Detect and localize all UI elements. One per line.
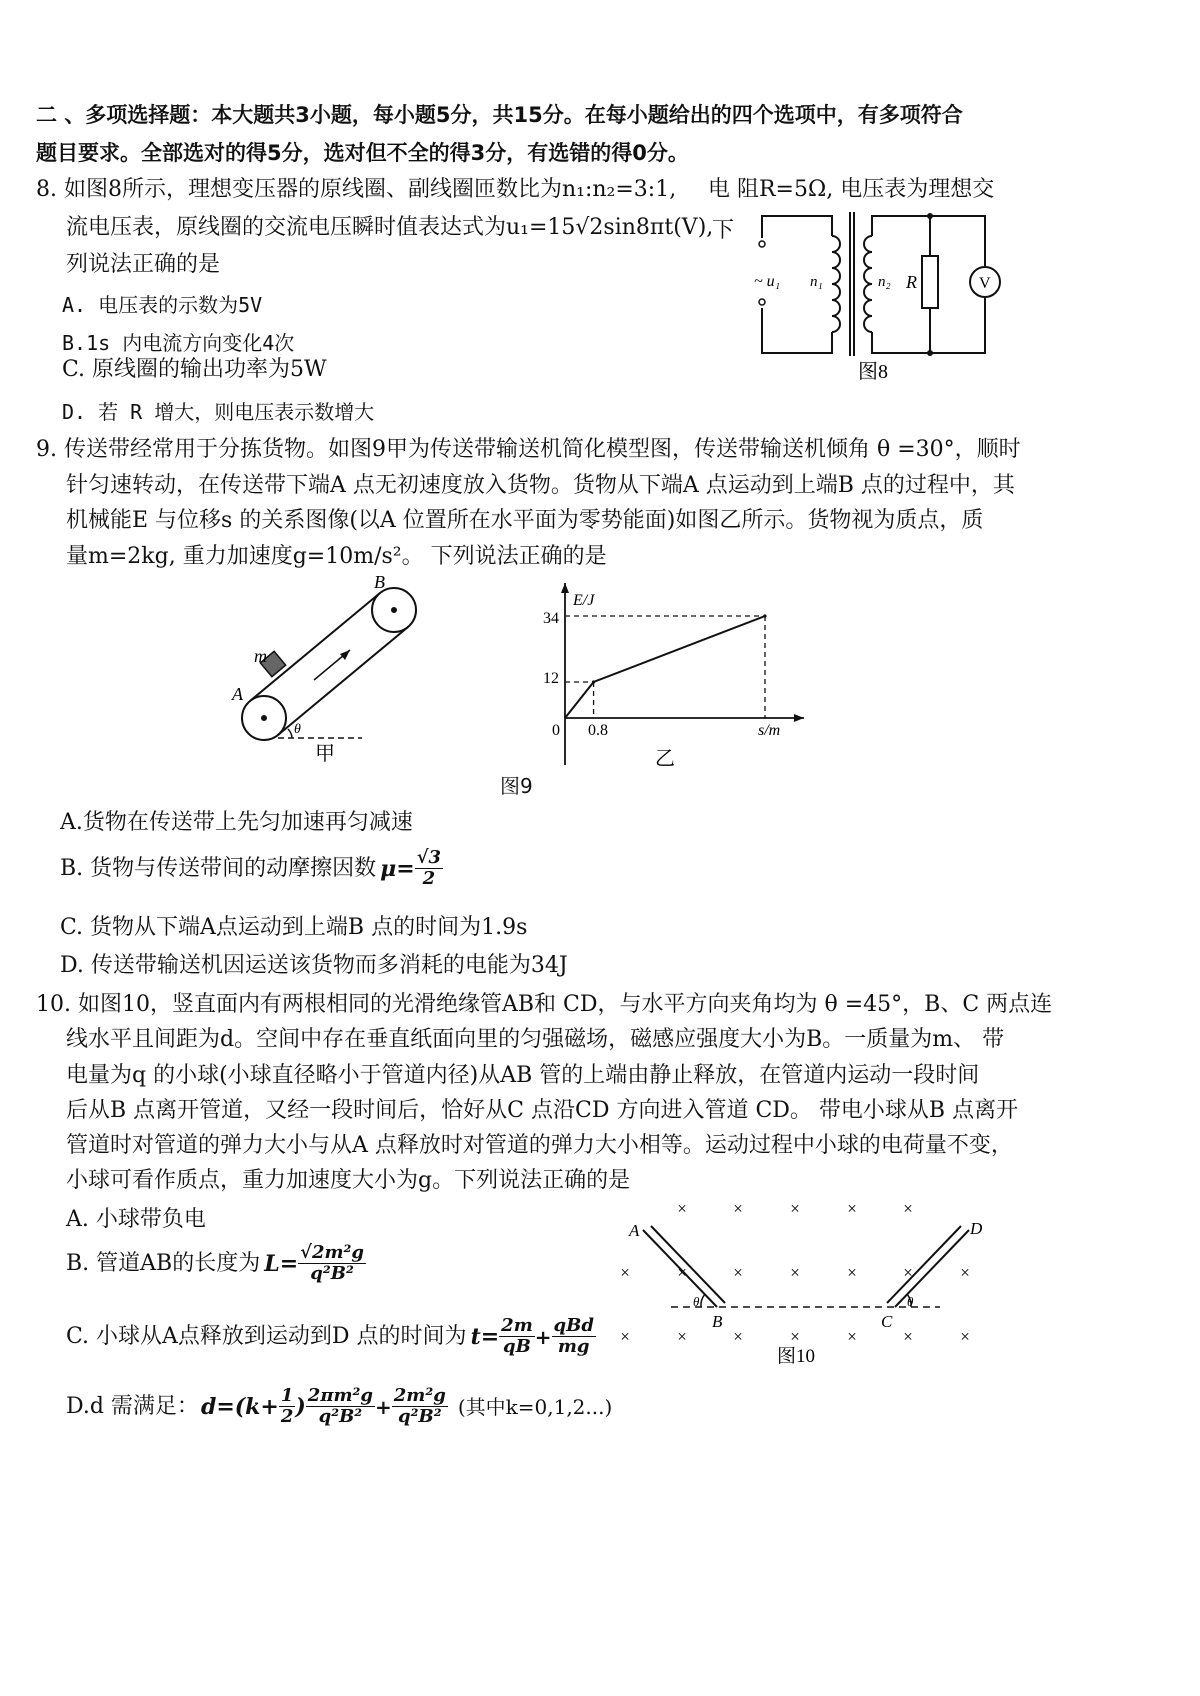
section-header-line2: 题目要求。全部选对的得5分，选对但不全的得3分，有选错的得0分。 — [36, 141, 689, 165]
chart-ytick-34: 34 — [543, 610, 559, 627]
q10-option-c-numerator-2: qBd — [553, 1315, 594, 1336]
q9-option-b — [60, 848, 443, 889]
fig8-n1-label: n₁ — [810, 274, 823, 290]
q10-option-c-numerator-1: 2m — [501, 1315, 533, 1336]
fig10-c-label: C — [881, 1312, 893, 1331]
q9-stem-line3: 机械能E 与位移s 的关系图像(以A 位置所在水平面为零势能面)如图乙所示。货物视为质点，质 — [66, 508, 984, 533]
q10-option-d-numerator-1: 1 — [280, 1385, 294, 1406]
q10-option-b-text: B. 管道AB的长度为 — [66, 1250, 261, 1276]
q10-option-d-plus: + — [375, 1394, 392, 1419]
figure-8-transformer-circuit — [740, 198, 1010, 388]
figure-10-tubes-magnetic-field — [605, 1192, 1005, 1382]
q10-option-d-denominator-1: 2 — [280, 1406, 294, 1427]
q10-option-a: A. 小球带负电 — [66, 1207, 206, 1232]
magnetic-field-cross-icon: × — [790, 1263, 800, 1282]
q10-option-d-fraction-2 — [306, 1386, 375, 1427]
fig8-n2-label: n₂ — [878, 274, 891, 290]
q10-option-c-denominator-2: mg — [557, 1336, 590, 1357]
q9-stem-line4: 量m=2kg, 重力加速度g=10m/s²。 下列说法正确的是 — [66, 544, 607, 569]
magnetic-field-cross-icon: × — [733, 1199, 743, 1218]
q10-stem-line1: 10. 如图10，竖直面内有两根相同的光滑绝缘管AB和 CD，与水平方向夹角均为 θ =45°，B、C 两点连 — [36, 992, 1053, 1017]
q8-stem-line3: 列说法正确的是 — [66, 252, 221, 277]
magnetic-field-cross-icon: × — [677, 1327, 687, 1346]
magnetic-field-cross-icon: × — [733, 1327, 743, 1346]
q10-option-b-denominator: q²B² — [310, 1263, 354, 1284]
fig10-caption: 图10 — [777, 1346, 816, 1367]
fig9-jia-caption: 甲 — [315, 743, 335, 765]
fig9-jia-m-label: m — [254, 646, 267, 666]
q9-option-c: C. 货物从下端A点运动到上端B 点的时间为1.9s — [60, 915, 528, 940]
q8-stem-line1-right: 电 阻R=5Ω, 电压表为理想交 — [708, 177, 995, 202]
q10-option-c-fraction-1 — [499, 1316, 535, 1357]
q10-stem-line4: 后从B 点离开管道，又经一段时间后，恰好从C 点沿CD 方向进入管道 CD。 带电小球从B 点离开 — [66, 1098, 1019, 1123]
q9-option-d: D. 传送带输送机因运送该货物而多消耗的电能为34J — [60, 953, 568, 978]
q10-stem-line5: 管道时对管道的弹力大小与从A 点释放时对管道的弹力大小相等。运动过程中小球的电荷量不变， — [66, 1133, 1013, 1158]
fig10-d-label: D — [970, 1219, 983, 1238]
chart-point-1 — [763, 614, 766, 617]
q10-option-c-plus: + — [534, 1324, 552, 1349]
q8-stem-line1: 8. 如图8所示，理想变压器的原线圈、副线圈匝数比为n₁:n₂=3:1, — [36, 177, 677, 202]
fig9-jia-a-label: A — [232, 684, 243, 704]
fig8-voltmeter-label: V — [979, 275, 991, 292]
q8-option-d: D. 若 R 增大，则电压表示数增大 — [62, 400, 375, 424]
fig9-caption: 图9 — [500, 774, 533, 798]
q10-option-d-denominator-2: q²B² — [318, 1406, 363, 1427]
q9-option-b-text: B. 货物与传送带间的动摩擦因数 — [60, 855, 377, 881]
q10-option-c-denominator-1: qB — [503, 1336, 531, 1357]
q10-option-d-numerator-3: 2m²g — [393, 1385, 446, 1406]
q9-option-b-fraction — [415, 848, 443, 889]
figure-9-jia-conveyor — [222, 570, 432, 770]
q10-option-d-numerator-2: 2πm²g — [307, 1385, 374, 1406]
magnetic-field-cross-icon: × — [790, 1199, 800, 1218]
q9-option-a: A.货物在传送带上先匀加速再匀减速 — [60, 810, 413, 835]
q8-stem-line2-right: 下 — [712, 218, 735, 243]
magnetic-field-cross-icon: × — [790, 1327, 800, 1346]
fig8-caption: 图8 — [858, 361, 888, 383]
chart-xlabel: s/m — [758, 722, 781, 739]
fig8-r-label: R — [906, 272, 917, 292]
q10-option-d-close: ) — [295, 1393, 306, 1420]
q10-option-d-tail: (其中k=0,1,2...) — [457, 1394, 613, 1419]
magnetic-field-cross-icon: × — [903, 1327, 913, 1346]
fig8-source-label: ~ u₁ — [754, 273, 781, 290]
q9-stem-line1: 9. 传送带经常用于分拣货物。如图9甲为传送带输送机简化模型图，传送带输送机倾角 θ =30°，顺时 — [36, 437, 1021, 462]
q10-option-b-l: L= — [264, 1250, 299, 1277]
q10-option-b — [66, 1243, 366, 1284]
magnetic-field-cross-icon: × — [847, 1327, 857, 1346]
q10-stem-line2: 线水平且间距为d。空间中存在垂直纸面向里的匀强磁场，磁感应强度大小为B。一质量为m、 带 — [66, 1027, 1005, 1052]
q9-option-b-numerator: √3 — [416, 847, 442, 868]
q9-option-b-mu: μ= — [380, 855, 415, 882]
magnetic-field-cross-icon: × — [677, 1263, 687, 1282]
q10-stem-line3: 电量为q 的小球(小球直径略小于管道内径)从AB 管的上端由静止释放，在管道内运动一段时间 — [66, 1063, 980, 1088]
section-header-line1: 二 、多项选择题：本大题共3小题，每小题5分，共15分。在每小题给出的四个选项中，有多项符合 — [36, 103, 963, 127]
q9-stem-line2: 针匀速转动，在传送带下端A 点无初速度放入货物。货物从下端A 点运动到上端B 点的过程中，其 — [66, 473, 1015, 498]
q8-stem-line2: 流电压表，原线圈的交流电压瞬时值表达式为u₁=15√2sin8πt(V), — [66, 215, 714, 240]
magnetic-field-cross-icon: × — [677, 1199, 687, 1218]
fig9-jia-theta-label: θ — [294, 722, 301, 737]
q9-option-b-denominator: 2 — [422, 868, 436, 889]
magnetic-field-cross-icon: × — [903, 1263, 913, 1282]
fig10-b-label: B — [712, 1312, 723, 1331]
q10-option-d-d: d=(k+ — [200, 1393, 279, 1420]
chart-origin-label: 0 — [552, 722, 560, 739]
fig10-a-label: A — [629, 1221, 640, 1240]
magnetic-field-cross-icon: × — [620, 1263, 630, 1282]
fig10-theta-right: θ — [907, 1294, 914, 1309]
fig9-jia-b-label: B — [374, 572, 385, 592]
chart-xtick-08: 0.8 — [588, 722, 608, 739]
chart-series-line — [565, 616, 765, 718]
q10-option-d-fraction-3 — [392, 1386, 448, 1427]
fig10-theta-left: θ — [693, 1294, 700, 1309]
q10-option-c-t: t= — [470, 1323, 500, 1350]
magnetic-field-cross-icon: × — [960, 1327, 970, 1346]
q8-option-a: A. 电压表的示数为5V — [62, 293, 263, 317]
q10-option-d-denominator-3: q²B² — [398, 1406, 442, 1427]
chart-ytick-12: 12 — [543, 670, 559, 687]
q8-option-b: B.1s 内电流方向变化4次 — [62, 331, 295, 355]
magnetic-field-cross-icon: × — [847, 1199, 857, 1218]
magnetic-field-cross-icon: × — [847, 1263, 857, 1282]
q10-option-b-numerator: √2m²g — [300, 1242, 364, 1263]
fig9-yi-caption: 乙 — [655, 748, 675, 770]
magnetic-field-cross-icon: × — [620, 1327, 630, 1346]
q10-stem-line6: 小球可看作质点，重力加速度大小为g。下列说法正确的是 — [66, 1168, 631, 1193]
magnetic-field-cross-icon: × — [903, 1199, 913, 1218]
q10-option-c-fraction-2 — [552, 1316, 596, 1357]
q10-option-b-fraction — [298, 1243, 366, 1284]
q8-option-c: C. 原线圈的输出功率为5W — [62, 357, 327, 382]
magnetic-field-cross-icon: × — [733, 1263, 743, 1282]
q10-option-d-fraction-1 — [279, 1386, 296, 1427]
q10-option-c-text: C. 小球从A点释放到运动到D 点的时间为 — [66, 1323, 467, 1349]
q10-option-c — [66, 1316, 596, 1357]
figure-9-yi-chart — [540, 575, 820, 775]
magnetic-field-cross-icon: × — [960, 1263, 970, 1282]
chart-point-0 — [592, 680, 595, 683]
q10-option-d — [66, 1386, 612, 1427]
chart-ylabel: E/J — [573, 592, 595, 609]
q10-option-d-text: D.d 需满足： — [66, 1393, 199, 1419]
